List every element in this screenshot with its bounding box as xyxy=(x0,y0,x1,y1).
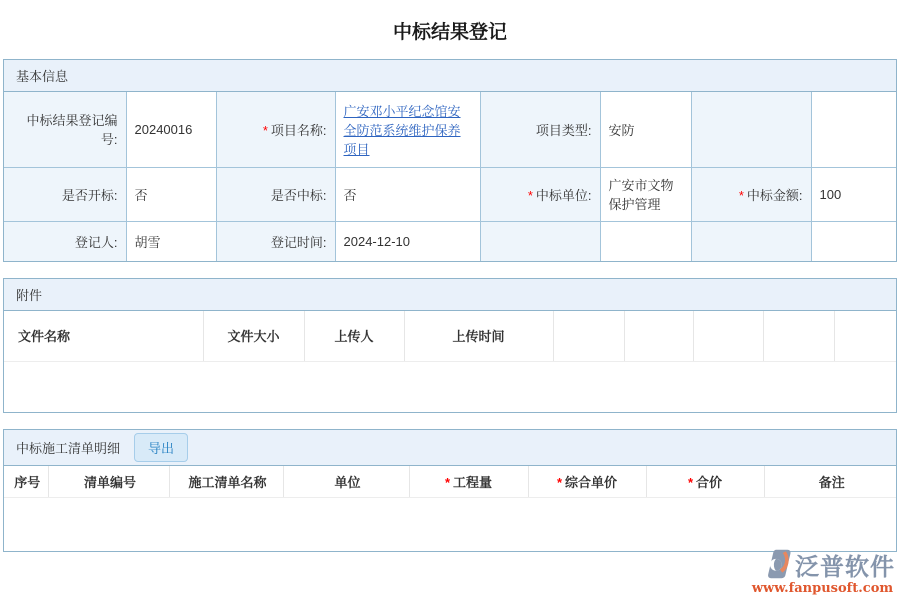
attachments-table xyxy=(4,311,896,362)
bid-detail-empty-body xyxy=(4,498,896,551)
field-value-win-amount: 100 xyxy=(811,167,896,221)
field-value-is-open: 否 xyxy=(126,167,216,221)
field-label-win-unit: * 中标单位: xyxy=(480,167,600,221)
field-label-project-type: 项目类型: xyxy=(480,92,600,167)
col-header-unit-price: * 综合单价 xyxy=(528,466,646,498)
project-name-link[interactable]: 广安邓小平纪念馆安全防范系统维护保养项目 xyxy=(343,103,461,157)
col-header-seq: 序号 xyxy=(4,466,48,498)
field-label-win-amount: * 中标金额: xyxy=(691,167,811,221)
col-header-list-name: 施工清单名称 xyxy=(169,466,283,498)
required-mark: * xyxy=(556,474,563,490)
fanpu-logo-text: 泛普软件 xyxy=(795,552,895,581)
attachments-section xyxy=(3,278,897,413)
col-header-unit: 单位 xyxy=(283,466,409,498)
export-button[interactable]: 导出 xyxy=(134,433,188,462)
required-mark: * xyxy=(262,122,268,138)
required-mark: * xyxy=(738,187,744,203)
fanpu-logo-icon xyxy=(766,549,793,579)
basic-info-section-header xyxy=(4,60,896,92)
page-title: 中标结果登记 xyxy=(392,22,507,43)
field-value-registrant: 胡雪 xyxy=(126,221,216,261)
field-label-reg-time: 登记时间: xyxy=(216,221,335,261)
required-mark: * xyxy=(527,187,533,203)
attachments-empty-body xyxy=(4,362,896,412)
col-header-uploader: 上传人 xyxy=(304,311,404,361)
col-header-quantity: * 工程量 xyxy=(409,466,528,498)
col-header-empty xyxy=(834,311,896,361)
basic-info-title: 基本信息 xyxy=(16,69,69,84)
field-value-reg-time: 2024-12-10 xyxy=(335,221,480,261)
bid-detail-title: 中标施工清单明细 xyxy=(16,440,121,456)
empty-value-cell xyxy=(600,221,691,261)
attachments-section-header xyxy=(4,279,896,311)
col-header-empty xyxy=(763,311,834,361)
fanpu-url: www.fanpusoft.com xyxy=(751,581,894,596)
basic-info-table xyxy=(4,92,896,261)
field-label-is-open: 是否开标: xyxy=(4,167,126,221)
basic-info-section xyxy=(3,59,897,262)
col-header-empty xyxy=(553,311,624,361)
bid-detail-section xyxy=(3,429,897,553)
bid-detail-section-header xyxy=(4,430,896,466)
col-header-empty xyxy=(693,311,763,361)
required-mark: * xyxy=(444,474,451,490)
col-header-total: * 合价 xyxy=(646,466,764,498)
empty-value-cell xyxy=(811,221,896,261)
field-value-project-name xyxy=(335,92,480,167)
field-value-reg-no: 20240016 xyxy=(126,92,216,167)
field-label-is-win: 是否中标: xyxy=(216,167,335,221)
col-header-list-no: 清单编号 xyxy=(48,466,169,498)
field-value-is-win: 否 xyxy=(335,167,480,221)
empty-value-cell xyxy=(811,92,896,167)
field-label-registrant: 登记人: xyxy=(4,221,126,261)
field-value-win-unit: 广安市文物保护管理 xyxy=(600,167,691,221)
required-mark: * xyxy=(687,474,694,490)
empty-label-cell xyxy=(691,221,811,261)
field-value-project-type: 安防 xyxy=(600,92,691,167)
col-header-file-size: 文件大小 xyxy=(203,311,304,361)
empty-label-cell xyxy=(480,221,600,261)
field-label-project-name: * 项目名称: xyxy=(216,92,335,167)
col-header-remark: 备注 xyxy=(764,466,896,498)
attachments-title: 附件 xyxy=(16,288,43,303)
col-header-file-name: 文件名称 xyxy=(4,311,203,361)
empty-label-cell xyxy=(691,92,811,167)
bid-detail-table xyxy=(4,466,896,499)
col-header-empty xyxy=(624,311,693,361)
field-label-reg-no: 中标结果登记编号: xyxy=(4,92,126,167)
fanpu-brand xyxy=(750,549,895,595)
col-header-upload-time: 上传时间 xyxy=(404,311,553,361)
